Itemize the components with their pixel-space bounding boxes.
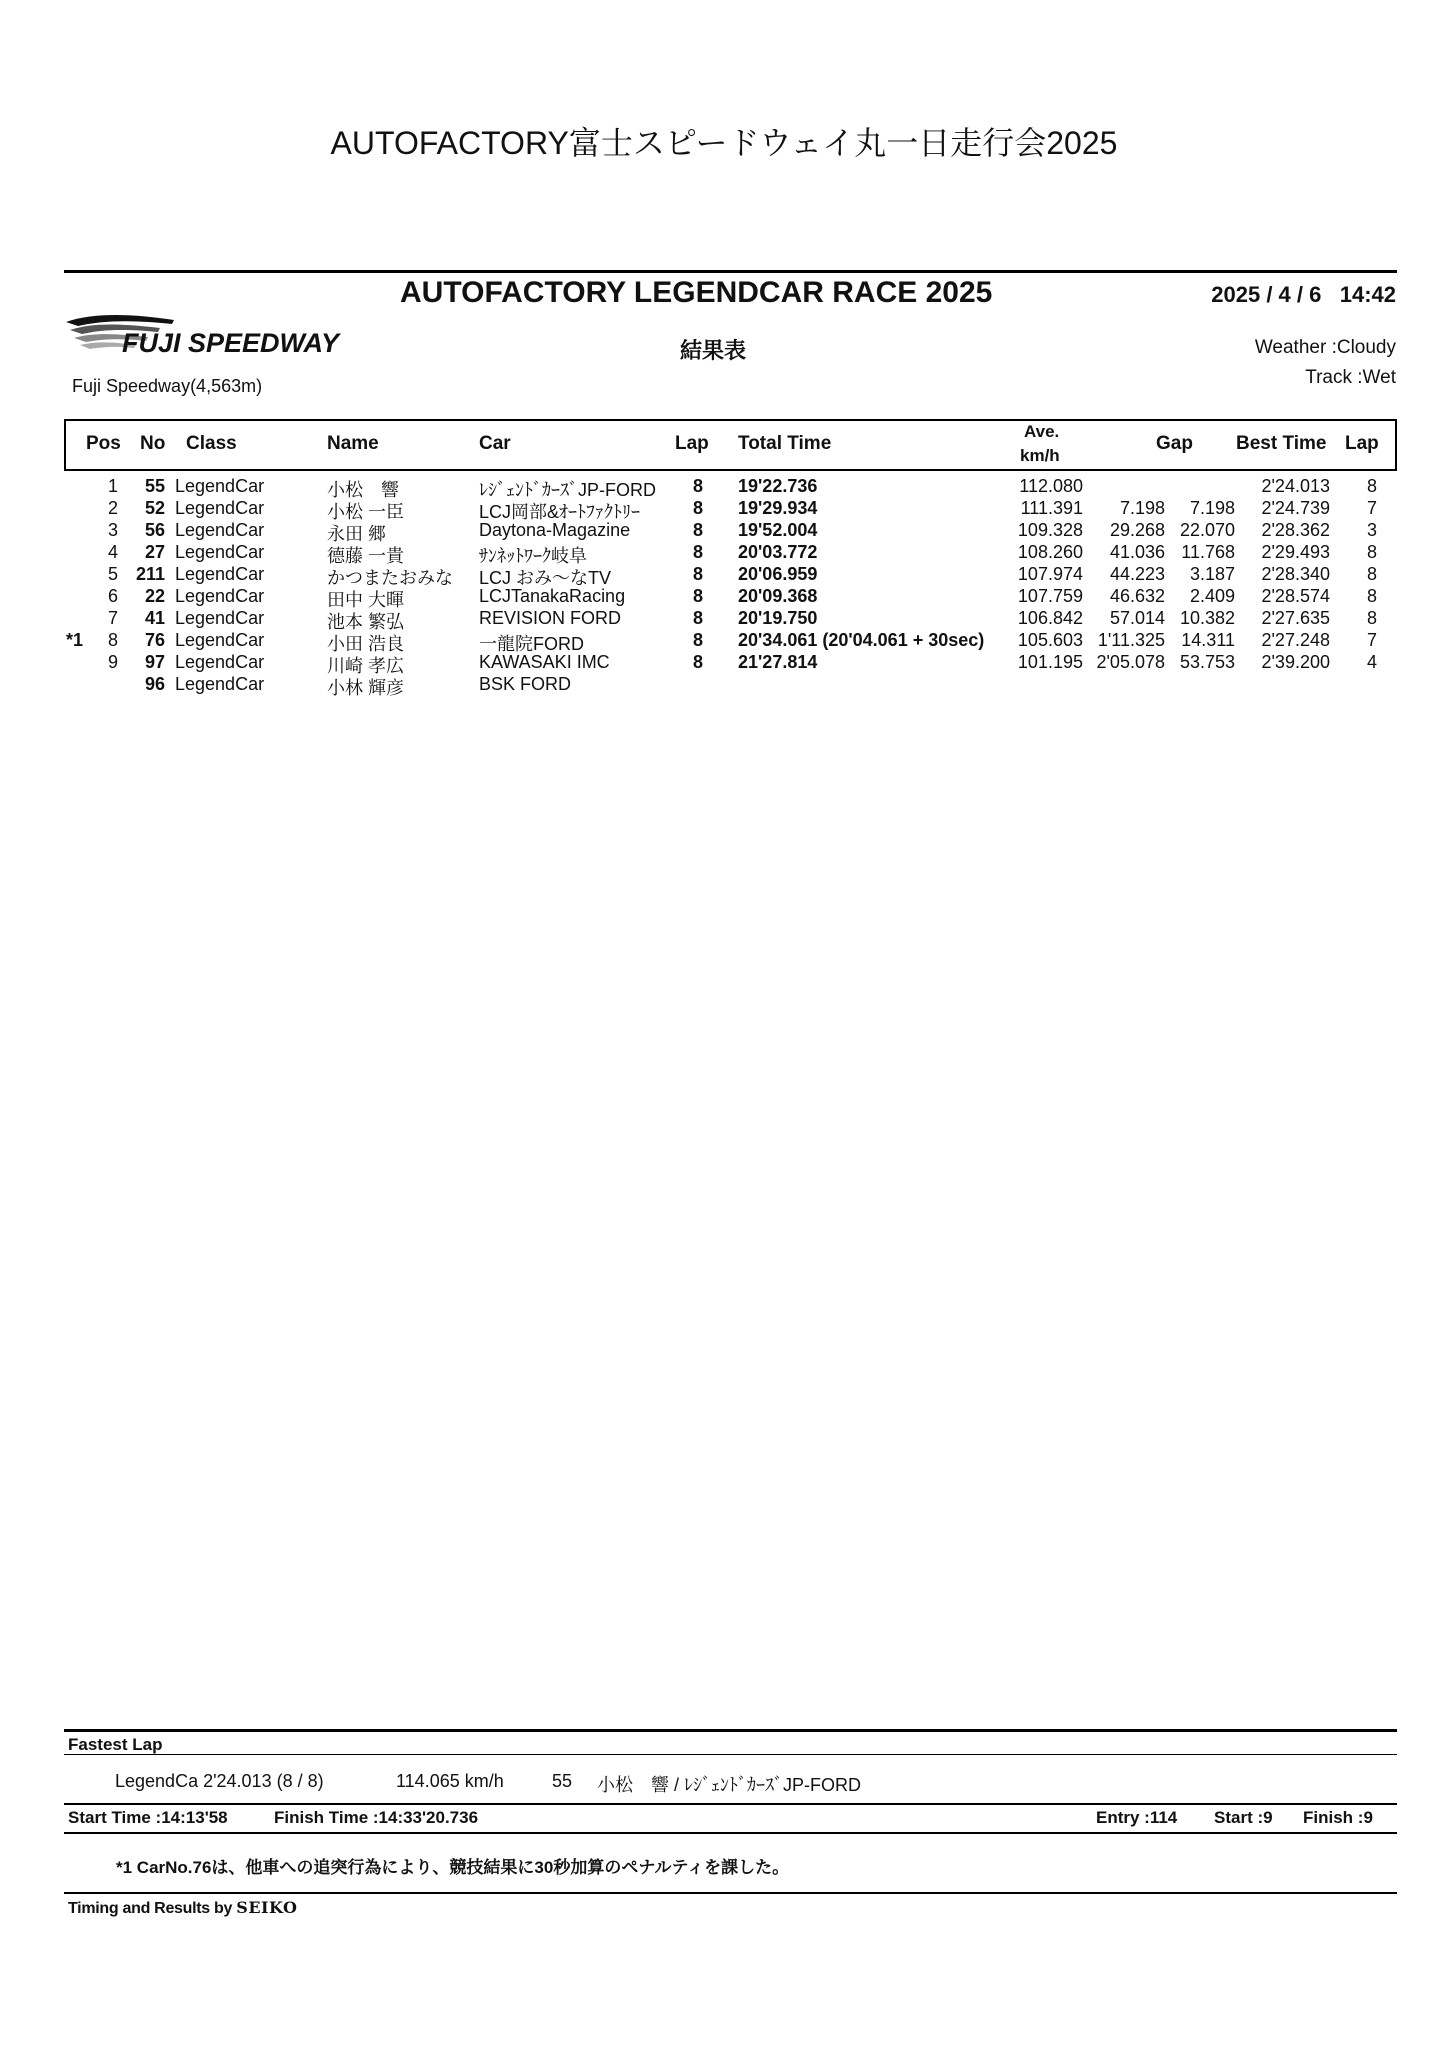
col-ave-line1: Ave. [1024,422,1060,441]
row-best-time: 2'28.574 [1261,586,1330,606]
row-best-time: 2'24.013 [1261,476,1330,496]
row-class: LegendCar [175,586,265,606]
row-name: 小松 響 [327,480,399,500]
row-gap-top: 29.268 [1109,520,1165,540]
fastest-lap-car-no: 55 [552,1771,573,1791]
row-gap-top: 1'11.325 [1097,630,1165,650]
row-class: LegendCar [175,674,265,694]
row-car: LCJ岡部&ｵｰﾄﾌｧｸﾄﾘｰ [479,502,641,522]
row-car: ﾚｼﾞｪﾝﾄﾞｶｰｽﾞJP-FORD [479,480,656,500]
row-no: 76 [144,630,165,650]
row-no: 22 [144,586,165,606]
row-pos: 6 [107,586,118,606]
table-row [0,476,1448,498]
row-gap-top: 46.632 [1109,586,1165,606]
row-best-lap: 8 [1366,476,1377,496]
start-finish-top-rule [64,1803,1397,1805]
row-no: 97 [144,652,165,672]
race-time: 14:42 [1339,282,1396,307]
row-best-lap: 8 [1366,542,1377,562]
row-pos: 8 [107,630,118,650]
row-car: LCJ おみ～なTV [479,568,612,588]
row-class: LegendCar [175,498,265,518]
row-class: LegendCar [175,564,265,584]
timing-credit [68,1898,297,1918]
col-ave-line2: km/h [1020,446,1060,465]
row-lap: 8 [692,586,703,606]
fastest-lap-class-time: LegendCa 2'24.013 (8 / 8) [115,1771,324,1791]
row-no: 55 [144,476,165,496]
header-rule [64,270,1397,273]
row-gap-prev: 7.198 [1189,498,1235,518]
row-total-time: 20'06.959 [738,564,818,584]
row-name: 永田 郷 [327,524,387,544]
row-gap-top: 2'05.078 [1096,652,1165,672]
col-pos: Pos [86,433,121,454]
row-gap-top: 41.036 [1109,542,1165,562]
table-row [0,586,1448,608]
penalty-note: *1 CarNo.76は、他車への追突行為により、競技結果に30秒加算のペナルティを課した。 [116,1858,790,1877]
row-name: 田中 大暉 [327,590,405,610]
row-total-time: 19'22.736 [738,476,818,496]
race-date: 2025 / 4 / 6 [1211,282,1322,307]
row-best-time: 2'39.200 [1261,652,1330,672]
fastest-lap-speed: 114.065 km/h [396,1771,504,1791]
col-gap: Gap [1156,433,1193,454]
row-gap-prev: 53.753 [1179,652,1235,672]
row-ave-speed: 107.974 [1017,564,1083,584]
row-gap-top: 44.223 [1109,564,1165,584]
credit-rule [64,1892,1397,1894]
weather: Weather :Cloudy [1254,337,1396,358]
row-pos: 2 [107,498,118,518]
row-gap-prev: 11.768 [1181,542,1235,562]
row-car: LCJTanakaRacing [479,586,626,606]
row-gap-prev: 3.187 [1189,564,1235,584]
row-pos: 7 [107,608,118,628]
row-total-time: 20'34.061 (20'04.061 + 30sec) [738,630,985,650]
row-total-time: 19'29.934 [738,498,818,518]
row-car: 一龍院FORD [479,634,584,654]
row-name: 小田 浩良 [327,634,405,654]
row-ave-speed: 101.195 [1017,652,1083,672]
row-no: 41 [144,608,165,628]
results-header [64,419,1397,471]
start-finish-bottom-rule [64,1832,1397,1834]
row-car: REVISION FORD [479,608,622,628]
row-pos: 4 [107,542,118,562]
table-row [0,498,1448,520]
row-name: 川崎 孝広 [327,656,405,676]
row-pos: 9 [107,652,118,672]
row-best-lap: 7 [1366,498,1377,518]
row-class: LegendCar [175,476,265,496]
row-ave-speed: 109.328 [1017,520,1083,540]
row-best-lap: 8 [1366,586,1377,606]
row-gap-prev: 2.409 [1189,586,1235,606]
row-car: Daytona-Magazine [479,520,631,540]
row-best-lap: 4 [1366,652,1377,672]
fastest-lap-label: Fastest Lap [68,1735,163,1754]
row-name: 小林 輝彦 [327,678,405,698]
row-best-time: 2'28.340 [1261,564,1330,584]
row-name: かつまたおみな [327,568,453,588]
row-ave-speed: 106.842 [1017,608,1083,628]
row-gap-prev: 10.382 [1179,608,1235,628]
row-lap: 8 [692,542,703,562]
row-gap-top: 57.014 [1109,608,1165,628]
logo-wordmark: FUJI SPEEDWAY [122,328,340,358]
table-row [0,652,1448,674]
row-no: 96 [144,674,165,694]
row-lap: 8 [692,630,703,650]
row-total-time: 21'27.814 [738,652,818,672]
row-pos: 5 [107,564,118,584]
row-pos: 3 [107,520,118,540]
row-class: LegendCar [175,520,265,540]
row-total-time: 20'09.368 [738,586,818,606]
row-best-lap: 7 [1366,630,1377,650]
row-no: 52 [144,498,165,518]
row-class: LegendCar [175,630,265,650]
row-total-time: 20'03.772 [738,542,818,562]
fastest-lap-divider [64,1754,1397,1755]
row-class: LegendCar [175,542,265,562]
row-lap: 8 [692,520,703,540]
row-best-lap: 8 [1366,564,1377,584]
col-name: Name [327,433,379,454]
col-car: Car [479,433,511,454]
event-title: AUTOFACTORY富士スピードウェイ丸一日走行会2025 [330,125,1118,161]
row-car: ｻﾝﾈｯﾄﾜｰｸ岐阜 [479,546,587,566]
race-title: AUTOFACTORY LEGENDCAR RACE 2025 [400,276,993,309]
finish-time: Finish Time :14:33'20.736 [274,1808,479,1827]
fastest-lap-rule [64,1729,1397,1732]
row-best-time: 2'24.739 [1261,498,1330,518]
table-row [0,542,1448,564]
row-ave-speed: 112.080 [1019,476,1083,496]
result-label: 結果表 [680,338,747,363]
track-condition: Track :Wet [1305,367,1396,388]
row-lap: 8 [692,652,703,672]
row-no: 211 [135,564,165,584]
start-count: Start :9 [1214,1808,1273,1827]
row-ave-speed: 108.260 [1017,542,1083,562]
row-name: 小松 一臣 [327,502,405,522]
row-lap: 8 [692,564,703,584]
row-ave-speed: 105.603 [1017,630,1083,650]
row-name: 德藤 一貴 [327,546,405,566]
seiko-logo: SEIKO [236,1898,298,1917]
row-ave-speed: 111.391 [1020,498,1083,518]
row-total-time: 19'52.004 [738,520,818,540]
col-best-lap: Lap [1345,433,1379,454]
row-best-time: 2'27.248 [1261,630,1330,650]
credit-prefix: Timing and Results by [68,1900,233,1917]
row-lap: 8 [692,498,703,518]
race-datetime [1211,282,1396,308]
row-car: KAWASAKI IMC [479,652,610,672]
table-row [0,608,1448,630]
row-note: *1 [66,630,84,650]
row-ave-speed: 107.759 [1017,586,1083,606]
circuit-name: Fuji Speedway(4,563m) [72,376,263,396]
row-name: 池本 繁弘 [327,612,405,632]
table-row [0,520,1448,542]
col-best-time: Best Time [1236,433,1327,454]
row-gap-prev: 14.311 [1181,630,1235,650]
col-no: No [140,433,166,454]
col-class: Class [186,433,237,454]
row-lap: 8 [692,476,703,496]
row-no: 56 [144,520,165,540]
row-best-lap: 3 [1366,520,1377,540]
row-total-time: 20'19.750 [738,608,818,628]
row-best-lap: 8 [1366,608,1377,628]
row-lap: 8 [692,608,703,628]
finish-count: Finish :9 [1303,1808,1373,1827]
row-class: LegendCar [175,652,265,672]
fastest-lap-driver-car: 小松 響 / ﾚｼﾞｪﾝﾄﾞｶｰｽﾞJP-FORD [597,1775,861,1795]
table-row [0,674,1448,696]
row-car: BSK FORD [479,674,572,694]
table-row [0,630,1448,652]
fuji-speedway-logo [64,312,416,368]
row-gap-prev: 22.070 [1179,520,1235,540]
row-best-time: 2'27.635 [1261,608,1330,628]
table-row [0,564,1448,586]
row-best-time: 2'29.493 [1261,542,1330,562]
row-best-time: 2'28.362 [1261,520,1330,540]
row-class: LegendCar [175,608,265,628]
start-time: Start Time :14:13'58 [68,1808,228,1827]
row-no: 27 [144,542,165,562]
col-lap: Lap [675,433,709,454]
col-total-time: Total Time [738,433,832,454]
row-pos: 1 [107,476,118,496]
entry-count: Entry :114 [1096,1808,1178,1827]
row-gap-top: 7.198 [1119,498,1165,518]
